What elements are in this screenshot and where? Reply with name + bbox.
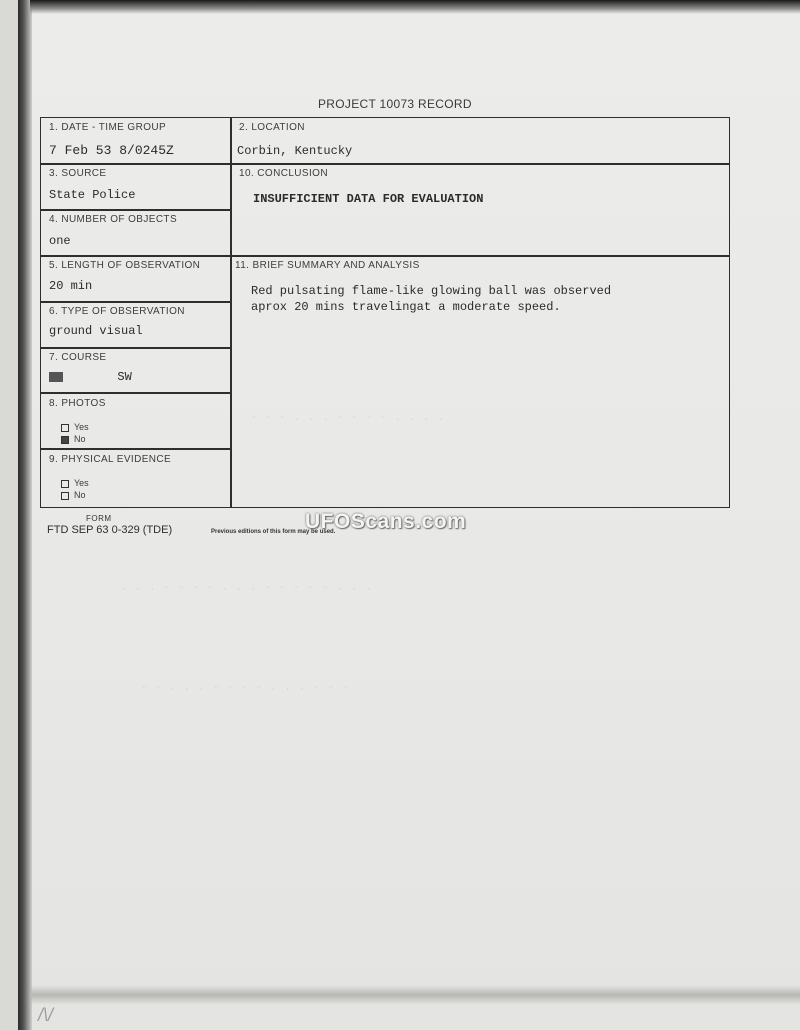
scan-fold-band — [30, 985, 800, 1005]
course-label: 7. COURSE — [49, 352, 107, 363]
location-label: 2. LOCATION — [239, 122, 305, 133]
course-value — [49, 370, 132, 384]
physical-no-label: No — [74, 490, 86, 500]
location-value: Corbin, Kentucky — [237, 144, 353, 158]
checkbox[interactable] — [61, 424, 69, 432]
row-divider — [41, 347, 231, 349]
summary-label: 11. BRIEF SUMMARY AND ANALYSIS — [235, 260, 420, 271]
scan-edge-shadow — [30, 0, 800, 14]
footer-note: Previous editions of this form may be used. — [211, 529, 336, 535]
row-divider — [41, 392, 231, 394]
length-of-observation-label: 5. LENGTH OF OBSERVATION — [49, 260, 201, 271]
footer-form-id: FTD SEP 63 0-329 (TDE) — [47, 524, 173, 536]
watermark: UFOScans.com — [305, 510, 467, 533]
redaction-mark — [49, 372, 63, 382]
source-value: State Police — [49, 188, 136, 202]
bleed-through-text: . . . - - - - . . . - - - - - . . . — [120, 580, 373, 594]
conclusion-label: 10. CONCLUSION — [239, 168, 328, 179]
type-of-observation-label: 6. TYPE OF OBSERVATION — [49, 306, 185, 317]
row-divider — [231, 255, 729, 257]
number-of-objects-label: 4. NUMBER OF OBJECTS — [49, 214, 178, 225]
number-of-objects-value: one — [49, 234, 71, 248]
length-of-observation-value: 20 min — [49, 279, 93, 293]
summary-line-1: Red pulsating flame-like glowing ball was observed — [251, 284, 612, 298]
date-time-label: 1. DATE - TIME GROUP — [49, 122, 167, 133]
checkbox[interactable] — [61, 480, 69, 488]
row-divider — [41, 209, 231, 211]
row-divider — [231, 163, 729, 165]
row-divider — [41, 301, 231, 303]
form-title: PROJECT 10073 RECORD — [318, 97, 472, 111]
row-divider — [41, 163, 231, 165]
photos-yes-option[interactable] — [61, 422, 89, 432]
summary-line-2: aprox 20 mins travelingat a moderate speed. — [251, 300, 561, 314]
row-divider — [41, 255, 231, 257]
physical-yes-option[interactable] — [61, 478, 89, 488]
bleed-through-text: - - - . . . - - - - . . . . — [250, 410, 445, 424]
photos-no-option[interactable] — [61, 434, 86, 444]
source-label: 3. SOURCE — [49, 168, 107, 179]
date-time-value: 7 Feb 53 8/0245Z — [49, 143, 174, 158]
handwritten-margin-mark: /\/ — [38, 1005, 54, 1025]
checkbox-checked[interactable] — [61, 436, 69, 444]
physical-yes-label: Yes — [74, 478, 89, 488]
type-of-observation-value: ground visual — [49, 324, 143, 338]
conclusion-value: INSUFFICIENT DATA FOR EVALUATION — [253, 192, 484, 206]
bleed-through-text: - - . . . - - - - . . . - - - — [140, 680, 349, 694]
row-divider — [41, 448, 231, 450]
photos-label: 8. PHOTOS — [49, 398, 106, 409]
course-direction: SW — [117, 370, 132, 384]
record-form — [40, 117, 730, 508]
physical-no-option[interactable] — [61, 490, 86, 500]
footer-form-word: FORM — [86, 514, 112, 523]
physical-evidence-label: 9. PHYSICAL EVIDENCE — [49, 454, 172, 465]
photos-yes-label: Yes — [74, 422, 89, 432]
checkbox[interactable] — [61, 492, 69, 500]
photos-no-label: No — [74, 434, 86, 444]
